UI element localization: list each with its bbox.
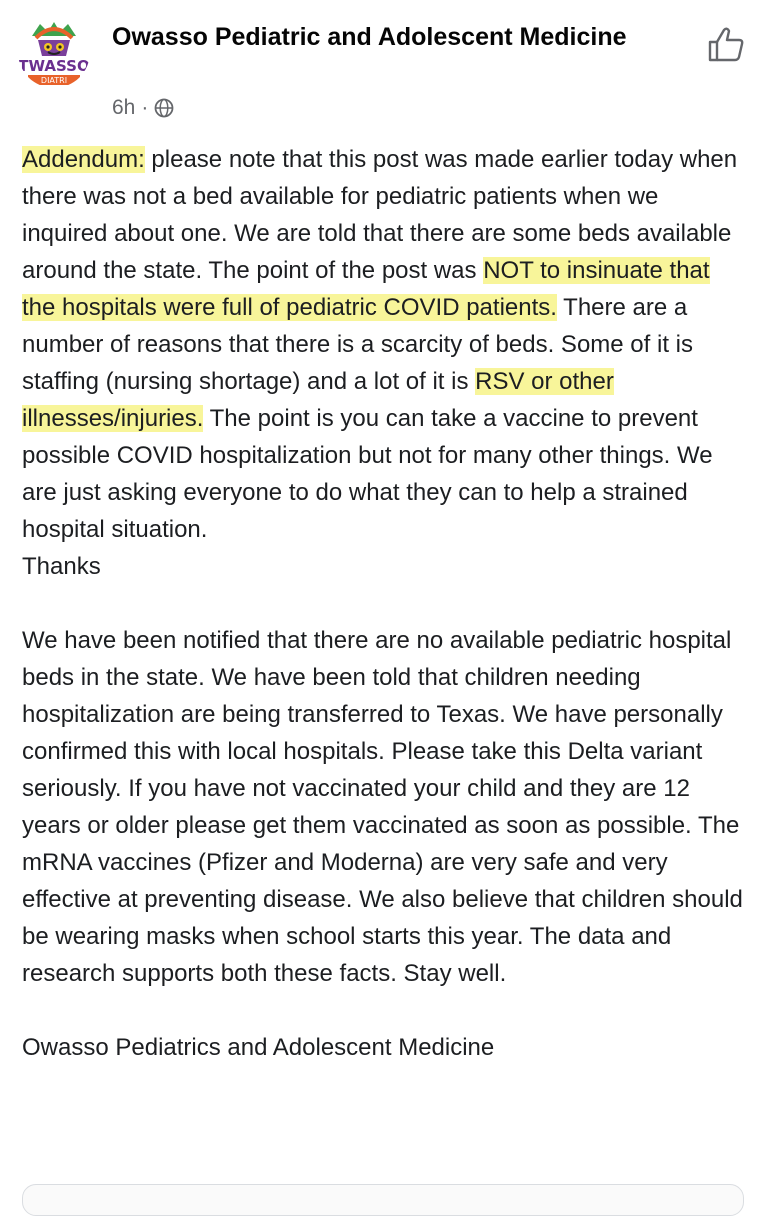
globe-icon <box>154 98 174 118</box>
addendum-highlight-2: RSV or other illnesses/injuries. <box>22 368 614 432</box>
page-avatar[interactable] <box>18 16 90 88</box>
comment-bar[interactable] <box>22 1184 744 1216</box>
post-meta <box>112 96 174 120</box>
post-header <box>18 16 748 126</box>
addendum-thanks: Thanks <box>22 553 101 580</box>
addendum-text-1: please note that this post was made earlier today when there was not a bed available for pediatric patients when we inquired about one. We are told that there are some beds available around the state. The point of the post was <box>22 146 738 284</box>
meta-separator: · <box>141 96 149 119</box>
post-body <box>22 141 747 1066</box>
post-signature: Owasso Pediatrics and Adolescent Medicine <box>22 1034 495 1061</box>
like-page-button[interactable] <box>704 22 748 66</box>
thumbs-up-icon <box>704 22 748 66</box>
addendum-paragraph <box>22 141 747 548</box>
addendum-label: Addendum: <box>22 146 145 173</box>
addendum-text-2: There are a number of reasons that there is a scarcity of beds. Some of it is staffing (nursing shortage) and a lot of it is <box>22 294 693 395</box>
post-timestamp[interactable]: 6h <box>112 96 136 119</box>
logo-subtext: DIATRI <box>40 76 68 85</box>
addendum-text-3: The point is you can take a vaccine to prevent possible COVID hospitalization but not for many other things. We are just asking everyone to do what they can to help a strained hospital situation. <box>22 405 713 543</box>
owasso-logo-icon <box>18 16 90 88</box>
page-name-link[interactable]: Owasso Pediatric and Adolescent Medicine <box>112 23 627 51</box>
logo-text: TWASSO <box>18 57 90 75</box>
addendum-highlight-1: NOT to insinuate that the hospitals were full of pediatric COVID patients. <box>22 257 710 321</box>
main-paragraph: We have been notified that there are no available pediatric hospital beds in the state. We have been told that children needing hospitalization are being transferred to Texas. We have personally confirmed this with local hospitals. Please take this Delta variant seriously. If you have not vaccinated your child and they are 12 years or older please get them vaccinated as soon as possible. The mRNA vaccines (Pfizer and Moderna) are very safe and very effective at preventing disease. We also believe that children should be wearing masks when school starts this year. The data and research supports both these facts. Stay well. <box>22 627 743 987</box>
